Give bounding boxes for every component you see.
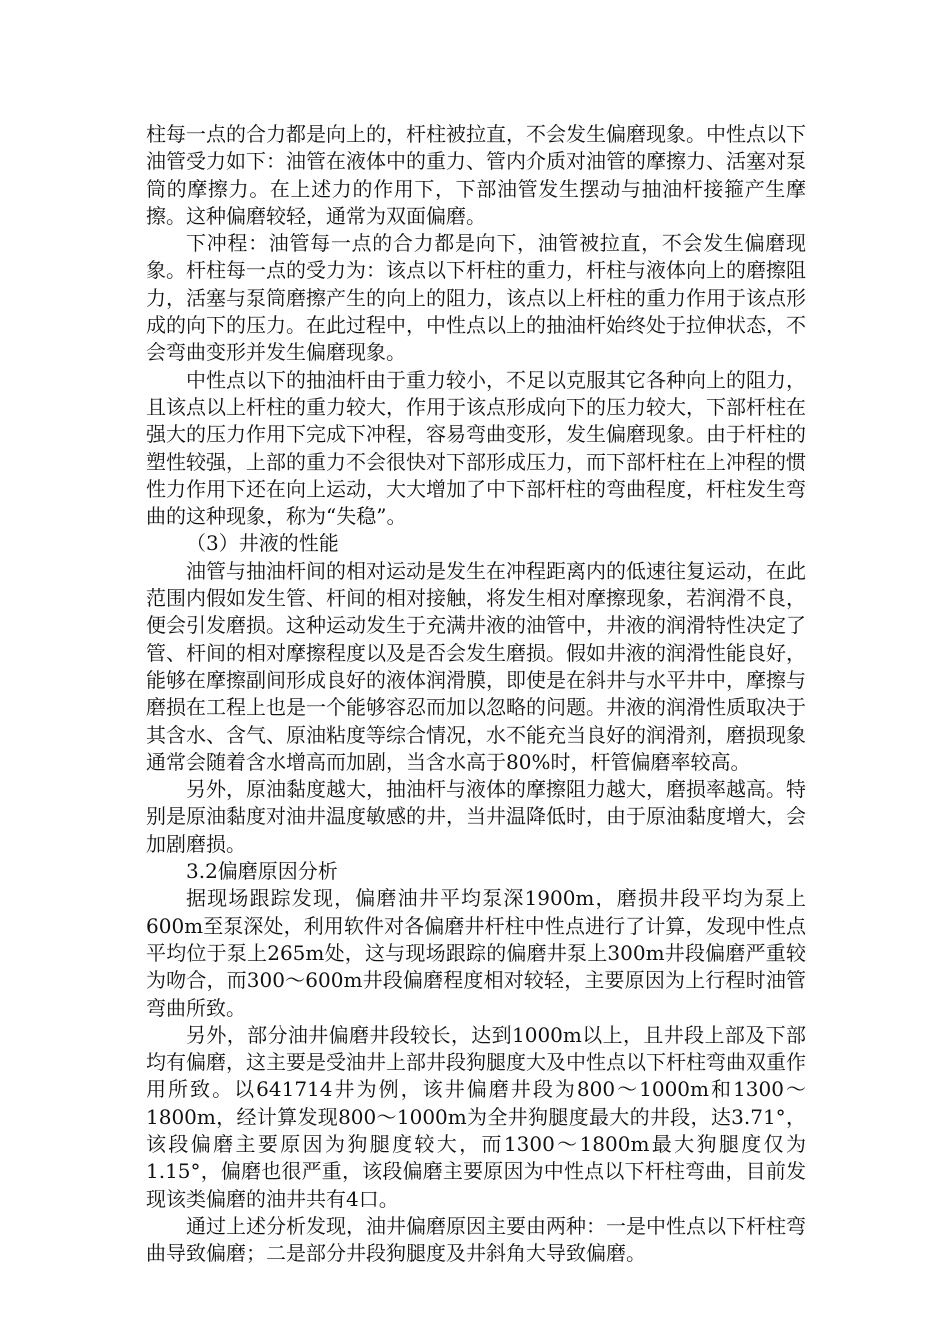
- paragraph-field-tracking: 据现场跟踪发现，偏磨油井平均泵深1900m，磨损井段平均为泵上600m至泵深处，利用软件对各偏磨井杆柱中性点进行了计算，发现中性点平均位于泵上265m处，这与现场跟踪的偏磨井泵上300m井段偏磨严重较为吻合，而300～600m井段偏磨程度相对较轻，主要原因为上行程时油管弯曲所致。: [146, 886, 806, 1020]
- paragraph-well-example: 另外，部分油井偏磨井段较长，达到1000m以上，且井段上部及下部均有偏磨，这主要是受油井上部井段狗腿度大及中性点以下杆柱弯曲双重作用所致。以641714井为例，该井偏磨井段为800～1000m和1300～1800m，经计算发现800～1000m为全井狗腿度最大的井段，达3.71°，该段偏磨主要原因为狗腿度较大，而1300～1800m最大狗腿度仅为1.15°，偏磨也很严重，该段偏磨主要原因为中性点以下杆柱弯曲，目前发现该类偏磨的油井共有4口。: [146, 1022, 806, 1211]
- section-heading-well-fluid: （3）井液的性能: [186, 531, 339, 556]
- paragraph-instability: 中性点以下的抽油杆由于重力较小，不足以克服其它各种向上的阻力，且该点以上杆柱的重力较大，作用于该点形成向下的压力较大，下部杆柱在强大的压力作用下完成下冲程，容易弯曲变形，发生偏磨现象。由于杆柱的塑性较强，上部的重力不会很快对下部形成压力，而下部杆柱在上冲程的惯性力作用下还在向上运动，大大增加了中下部杆柱的弯曲程度，杆柱发生弯曲的这种现象，称为“失稳”。: [146, 367, 806, 529]
- paragraph-lubrication: 油管与抽油杆间的相对运动是发生在冲程距离内的低速往复运动，在此范围内假如发生管、杆间的相对接触，将发生相对摩擦现象，若润滑不良，便会引发磨损。这种运动发生于充满井液的油管中，井液的润滑特性决定了管、杆间的相对摩擦程度以及是否会发生磨损。假如井液的润滑性能良好，能够在摩擦副间形成良好的液体润滑膜，即使是在斜井与水平井中，摩擦与磨损在工程上也是一个能够容忍而加以忽略的问题。井液的润滑性质取决于其含水、含气、原油粘度等综合情况，水不能充当良好的润滑剂，磨损现象通常会随着含水增高而加剧，当含水高于80%时，杆管偏磨率较高。: [146, 558, 806, 774]
- section-heading-cause-analysis: 3.2偏磨原因分析: [186, 859, 338, 884]
- document-body: [146, 121, 806, 1267]
- paragraph-continuation: 柱每一点的合力都是向上的，杆柱被拉直，不会发生偏磨现象。中性点以下油管受力如下：油管在液体中的重力、管内介质对油管的摩擦力、活塞对泵筒的摩擦力。在上述力的作用下，下部油管发生摆动与抽油杆接箍产生摩擦。这种偏磨较轻，通常为双面偏磨。: [146, 122, 806, 228]
- paragraph-downstroke: 下冲程：油管每一点的合力都是向下，油管被拉直，不会发生偏磨现象。杆柱每一点的受力为：该点以下杆柱的重力，杆柱与液体向上的磨擦阻力，活塞与泵筒磨擦产生的向上的阻力，该点以上杆柱的重力作用于该点形成的向下的压力。在此过程中，中性点以上的抽油杆始终处于拉伸状态，不会弯曲变形并发生偏磨现象。: [146, 231, 806, 365]
- paragraph-viscosity: 另外，原油黏度越大，抽油杆与液体的摩擦阻力越大，磨损率越高。特别是原油黏度对油井温度敏感的井，当井温降低时，由于原油黏度增大，会加剧磨损。: [146, 777, 806, 856]
- paragraph-conclusion: 通过上述分析发现，油井偏磨原因主要由两种：一是中性点以下杆柱弯曲导致偏磨；二是部分井段狗腿度及井斜角大导致偏磨。: [146, 1213, 806, 1266]
